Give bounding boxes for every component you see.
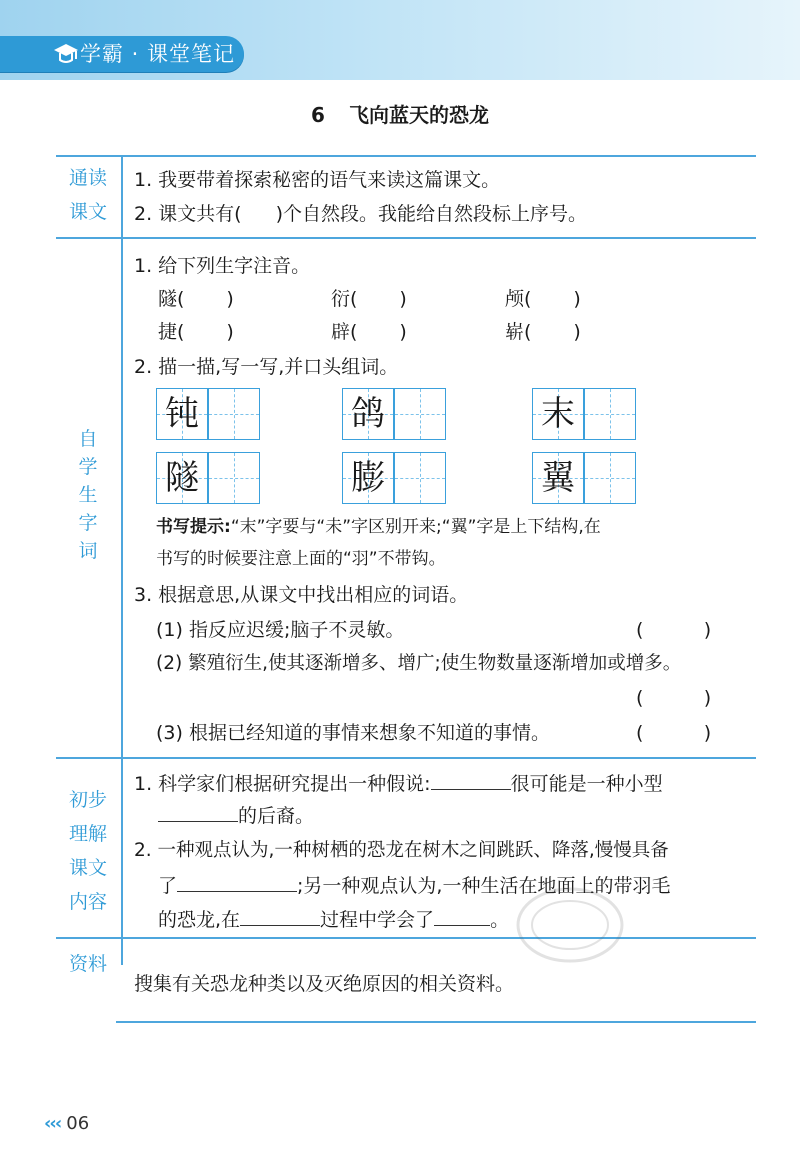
understand-item-1-cont: 的后裔。: [158, 801, 314, 831]
writing-tip-line2: 书写的时候要注意上面的“羽”不带钩。: [156, 549, 446, 569]
brand-tab: [0, 36, 244, 72]
fill-blank[interactable]: [434, 905, 490, 926]
read-item-1: 1. 我要带着探索秘密的语气来读这篇课文。: [134, 169, 501, 191]
writing-grid-model: 隧: [156, 452, 208, 504]
fill-blank[interactable]: [177, 871, 297, 892]
section-label-understand: 理解: [68, 823, 107, 845]
understand-item-2-cont: 了 ;另一种观点认为,一种生活在地面上的带羽毛: [158, 871, 670, 901]
fill-blank[interactable]: [240, 905, 320, 926]
divider: [56, 237, 756, 239]
pinyin-item[interactable]: 捷( ): [158, 321, 234, 343]
words-question-1: 1. 给下列生字注音。: [134, 255, 311, 277]
words-question-3-3: (3) 根据已经知道的事情来想象不知道的事情。: [156, 722, 550, 744]
page-footer: [44, 1111, 89, 1137]
pinyin-item[interactable]: 衍( ): [331, 288, 407, 310]
fill-blank[interactable]: [158, 801, 238, 822]
lesson-title-text: 飞向蓝天的恐龙: [348, 103, 489, 127]
back-arrows-icon: ‹‹‹: [44, 1113, 61, 1134]
graduation-cap-icon: [52, 40, 80, 68]
section-label-char: 字: [78, 512, 98, 534]
answer-paren[interactable]: ( ): [636, 619, 712, 641]
words-question-3-1: (1) 指反应迟缓;脑子不灵敏。: [156, 619, 405, 641]
divider: [56, 937, 756, 939]
section-label-char: 生: [78, 484, 98, 506]
divider: [56, 757, 756, 759]
words-question-3: 3. 根据意思,从课文中找出相应的词语。: [134, 584, 469, 606]
writing-grid-model: 鸽: [342, 388, 394, 440]
divider: [56, 155, 756, 157]
writing-grid-cell[interactable]: [394, 388, 446, 440]
writing-grid-model: 膨: [342, 452, 394, 504]
understand-item-2: 2. 一种观点认为,一种树栖的恐龙在树木之间跳跃、降落,慢慢具备: [134, 840, 669, 861]
writing-grid-cell[interactable]: [208, 452, 260, 504]
worksheet-table: [56, 155, 756, 1021]
watermark-stamp: [510, 880, 630, 970]
pinyin-item[interactable]: 辟( ): [331, 321, 407, 343]
lesson-number: 6: [311, 103, 325, 127]
understand-item-1: 1. 科学家们根据研究提出一种假说: 很可能是一种小型: [134, 769, 663, 799]
section-label-char: 自: [78, 428, 98, 450]
section-label-read: 通读: [68, 167, 107, 189]
writing-tip-label: 书写提示:: [156, 517, 231, 537]
writing-grid-model: 钝: [156, 388, 208, 440]
column-divider: [121, 155, 123, 965]
words-question-2: 2. 描一描,写一写,并口头组词。: [134, 356, 399, 378]
answer-paren[interactable]: ( ): [636, 722, 712, 744]
understand-item-2-cont: 的恐龙,在 过程中学会了 。: [158, 905, 509, 935]
writing-grid-model: 翼: [532, 452, 584, 504]
divider: [116, 1021, 756, 1023]
section-label-char: 学: [78, 456, 98, 478]
pinyin-item[interactable]: 颅( ): [505, 288, 581, 310]
section-label-understand: 内容: [68, 891, 107, 913]
page-number: 06: [66, 1113, 90, 1134]
section-label-read: 课文: [68, 201, 107, 223]
resources-text: 搜集有关恐龙种类以及灭绝原因的相关资料。: [134, 973, 515, 995]
read-item-2-end: )个自然段。我能给自然段标上序号。: [275, 203, 588, 225]
section-label-understand: 课文: [68, 857, 107, 879]
writing-tip: [156, 512, 601, 542]
lesson-title: [0, 100, 800, 130]
section-label-understand: 初步: [68, 789, 107, 811]
answer-paren[interactable]: ( ): [636, 687, 712, 709]
read-item-2-start: 2. 课文共有(: [134, 203, 242, 225]
read-item-2: [134, 199, 587, 229]
writing-grid-cell[interactable]: [208, 388, 260, 440]
pinyin-item[interactable]: 隧( ): [158, 288, 234, 310]
writing-grid-cell[interactable]: [394, 452, 446, 504]
writing-grid-model: 末: [532, 388, 584, 440]
writing-grid-cell[interactable]: [584, 452, 636, 504]
brand-title: 学霸 · 课堂笔记: [80, 42, 236, 66]
section-label-char: 词: [78, 540, 98, 562]
writing-tip-line1: “末”字要与“未”字区别开来;“翼”字是上下结构,在: [230, 517, 601, 537]
fill-blank[interactable]: [431, 769, 511, 790]
section-label-resources: 资料: [68, 953, 107, 975]
pinyin-item[interactable]: 崭( ): [505, 321, 581, 343]
words-question-3-2: (2) 繁殖衍生,使其逐渐增多、增广;使生物数量逐渐增加或增多。: [156, 653, 682, 674]
writing-grid-cell[interactable]: [584, 388, 636, 440]
